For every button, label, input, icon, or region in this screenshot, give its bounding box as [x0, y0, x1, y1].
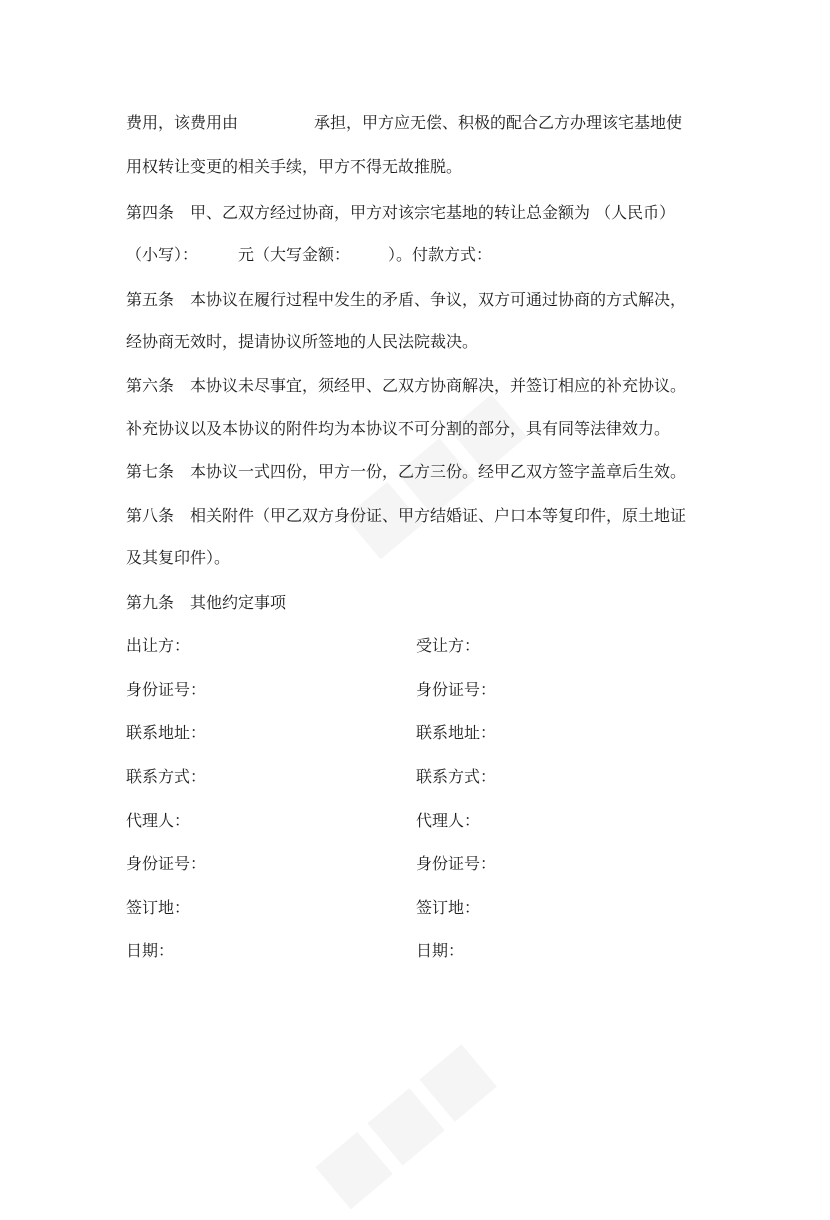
id-number-label: 身份证号：: [126, 680, 207, 699]
signing-place-label: 签订地：: [416, 898, 481, 917]
clause-7: [126, 462, 726, 482]
clause-text: 用权转让变更的相关手续，甲方不得无故推脱。: [126, 157, 463, 176]
watermark: [297, 1024, 507, 1220]
date-label: 日期：: [416, 941, 465, 960]
clause-text: 费用，该费用由: [126, 113, 239, 132]
clause-line: [126, 419, 726, 439]
clause-text: 第六条 本协议未尽事宜，须经甲、乙双方协商解决，并签订相应的补充协议。: [126, 376, 687, 395]
clause-line: [126, 245, 726, 265]
clause-line: [126, 157, 726, 177]
date-label: 日期：: [126, 941, 175, 960]
clause-5: [126, 290, 726, 310]
clause-6: [126, 376, 726, 396]
signature-row: [126, 941, 726, 963]
clause-text: 补充协议以及本协议的附件均为本协议不可分割的部分，具有同等法律效力。: [126, 419, 671, 438]
clause-text: 及其复印件）。: [126, 548, 231, 567]
assignor-label: 出让方：: [126, 636, 191, 655]
clause-text: 承担，甲方应无偿、积极的配合乙方办理该宅基地使: [314, 113, 683, 132]
agent-id-label: 身份证号：: [126, 854, 207, 873]
contact-label: 联系方式：: [126, 767, 207, 786]
clause-text: 第九条 其他约定事项: [126, 593, 287, 612]
agent-id-label: 身份证号：: [416, 854, 497, 873]
clause-text: 第五条 本协议在履行过程中发生的矛盾、争议，双方可通过协商的方式解决，: [126, 290, 687, 309]
address-label: 联系地址：: [126, 723, 207, 742]
signature-row: [126, 767, 726, 789]
signature-row: [126, 636, 726, 658]
agent-label: 代理人：: [416, 811, 481, 830]
assignee-label: 受让方：: [416, 636, 481, 655]
clause-text: （小写）：: [126, 245, 199, 264]
clause-4: [126, 203, 726, 223]
signature-row: [126, 854, 726, 876]
clause-text: 第七条 本协议一式四份，甲方一份，乙方三份。经甲乙双方签字盖章后生效。: [126, 462, 687, 481]
clause-text: 第四条 甲、乙双方经过协商，甲方对该宗宅基地的转让总金额为 （人民币）: [126, 203, 676, 222]
id-number-label: 身份证号：: [416, 680, 497, 699]
contact-label: 联系方式：: [416, 767, 497, 786]
clause-text: 元（大写金额：: [238, 245, 351, 264]
clause-line: [126, 113, 726, 133]
signature-row: [126, 723, 726, 745]
clause-line: [126, 548, 726, 568]
clause-text: 经协商无效时，提请协议所签地的人民法院裁决。: [126, 332, 479, 351]
clause-9: [126, 593, 726, 613]
signing-place-label: 签订地：: [126, 898, 191, 917]
address-label: 联系地址：: [416, 723, 497, 742]
clause-text: 第八条 相关附件（甲乙双方身份证、甲方结婚证、户口本等复印件，原土地证: [126, 506, 687, 525]
clause-text: ）。付款方式：: [388, 245, 493, 264]
clause-8: [126, 506, 726, 526]
agent-label: 代理人：: [126, 811, 191, 830]
signature-row: [126, 680, 726, 702]
signature-row: [126, 811, 726, 833]
signature-row: [126, 898, 726, 920]
clause-line: [126, 332, 726, 352]
